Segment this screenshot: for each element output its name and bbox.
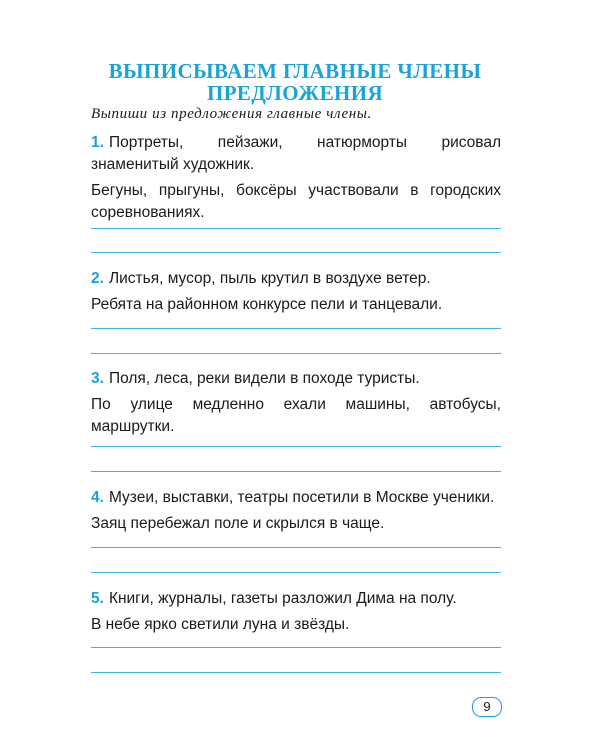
- task-5: [91, 588, 501, 640]
- answer-line[interactable]: [91, 328, 501, 329]
- title-line-2: ПРЕДЛОЖЕНИЯ: [206, 81, 384, 105]
- answer-line[interactable]: [91, 572, 501, 573]
- task-number: 5.: [91, 590, 104, 607]
- sentence-text: По улице медленно ехали машины, автобусы, маршрутки.: [91, 396, 501, 435]
- task-sentence: [91, 268, 501, 290]
- sentence-text: Бегуны, прыгуны, боксёры участвовали в городских соревнованиях.: [91, 182, 501, 221]
- sentence-text: Ребята на районном конкурсе пели и танцевали.: [91, 296, 443, 313]
- task-sentence: [91, 614, 501, 636]
- instruction-text: Выпиши из предложения главные члены.: [91, 106, 372, 122]
- task-number: 3.: [91, 370, 104, 387]
- sentence-text: Листья, мусор, пыль крутил в воздухе ветер.: [108, 270, 431, 287]
- sentence-text: Портреты, пейзажи, натюрморты рисовал знаменитый художник.: [91, 134, 501, 173]
- sentence-text: В небе ярко светили луна и звёзды.: [91, 616, 350, 633]
- sentence-text: Заяц перебежал поле и скрылся в чаще.: [91, 515, 385, 532]
- task-sentence: [91, 513, 501, 535]
- task-1: [91, 132, 501, 228]
- answer-line[interactable]: [91, 446, 501, 447]
- task-4: [91, 487, 501, 539]
- task-sentence: [91, 294, 501, 316]
- task-sentence: [91, 394, 501, 438]
- task-sentence: [91, 180, 501, 224]
- sentence-text: Книги, журналы, газеты разложил Дима на полу.: [108, 590, 457, 607]
- task-sentence: [91, 588, 501, 610]
- task-number: 2.: [91, 270, 104, 287]
- answer-line[interactable]: [91, 547, 501, 548]
- task-number: 4.: [91, 489, 104, 506]
- task-number: 1.: [91, 134, 104, 151]
- task-3: [91, 368, 501, 442]
- task-2: [91, 268, 501, 320]
- answer-line[interactable]: [91, 353, 501, 354]
- page-number-badge: 9: [472, 697, 502, 717]
- answer-line[interactable]: [91, 228, 501, 229]
- answer-line[interactable]: [91, 471, 501, 472]
- task-sentence: [91, 132, 501, 176]
- sentence-text: Музеи, выставки, театры посетили в Москве ученики.: [108, 489, 495, 506]
- answer-line[interactable]: [91, 252, 501, 253]
- task-sentence: [91, 368, 501, 390]
- sentence-text: Поля, леса, реки видели в походе туристы.: [108, 370, 420, 387]
- task-sentence: [91, 487, 501, 509]
- page-title: [90, 60, 500, 104]
- answer-line[interactable]: [91, 647, 501, 648]
- title-line-1: ВЫПИСЫВАЕМ ГЛАВНЫЕ ЧЛЕНЫ: [108, 59, 482, 83]
- answer-line[interactable]: [91, 672, 501, 673]
